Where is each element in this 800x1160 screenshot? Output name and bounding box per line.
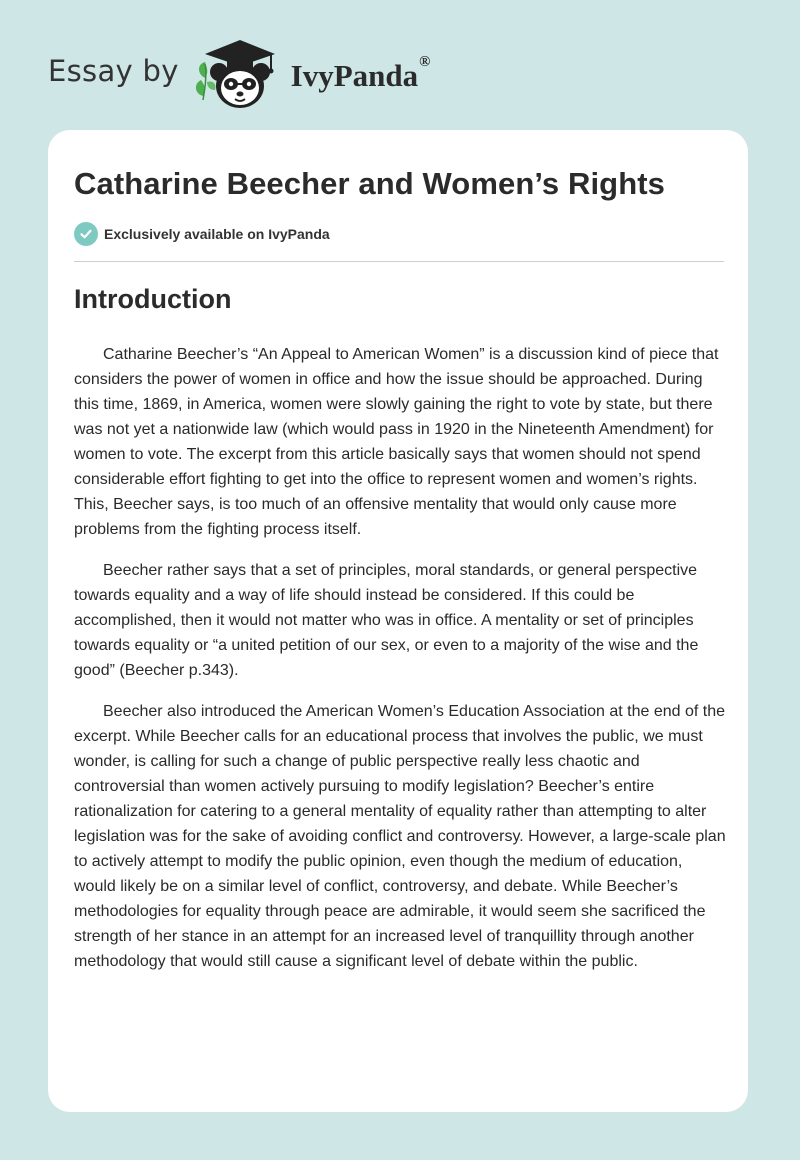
badge-label: Exclusively available on IvyPanda [104,226,330,242]
brand-header [48,34,430,114]
divider [74,261,724,262]
paragraph-1: Catharine Beecher’s “An Appeal to American Women” is a discussion kind of piece that considers the power of women in office and how the issue should be approached. During this time, 1869, in America, women were slowly gaining the right to vote by state, but there was not yet a nationwide law (which would pass in 1920 in the Nineteenth Amendment) for women to vote. The excerpt from this article basically says that women should not spend considerable effort fighting to get into the office to represent women and women’s rights. This, Beecher says, is too much of an offensive mentality that would only cause more problems from the fighting process itself. [74,346,719,538]
essay-card [48,130,748,1112]
essay-by-label: Essay by [48,54,179,88]
paragraph-3: Beecher also introduced the American Women’s Education Association at the end of the excerpt. While Beecher calls for an educational process that involves the public, we must wonder, is calling for such a change of public perspective really less chaotic and controversial than women actively pursuing to modify legislation? Beecher’s entire rationalization for catering to a general mentality of equality rather than attempting to alter legislation was for the sake of avoiding conflict and controversy. However, a large-scale plan to actively attempt to modify the public opinion, even though the medium of education, would likely be on a similar level of conflict, controversy, and debate. While Beecher’s methodologies for equality through peace are admirable, it would seem she sacrificed the strength of her stance in an attempt for an increased level of tranquillity through another methodology that would still cause a significant level of debate within the public. [74,703,726,970]
registered-mark: ® [419,54,431,70]
essay-body [74,342,726,990]
check-circle-icon [74,222,98,246]
logo-wordmark[interactable] [290,54,431,94]
logo-name: IvyPanda [290,58,419,93]
paragraph-2: Beecher rather says that a set of principles, moral standards, or general perspective towards equality and a way of life should instead be considered. If this could be accomplished, then it would not matter who was in office. A mentality or set of principles towards equality or “a united petition of our sex, or even to a majority of the wise and the good” (Beecher p.343). [74,562,699,679]
panda-graduation-cap-icon[interactable] [193,34,285,114]
exclusive-badge [74,222,330,246]
section-heading: Introduction [74,284,232,314]
page-title: Catharine Beecher and Women’s Rights [74,166,666,201]
